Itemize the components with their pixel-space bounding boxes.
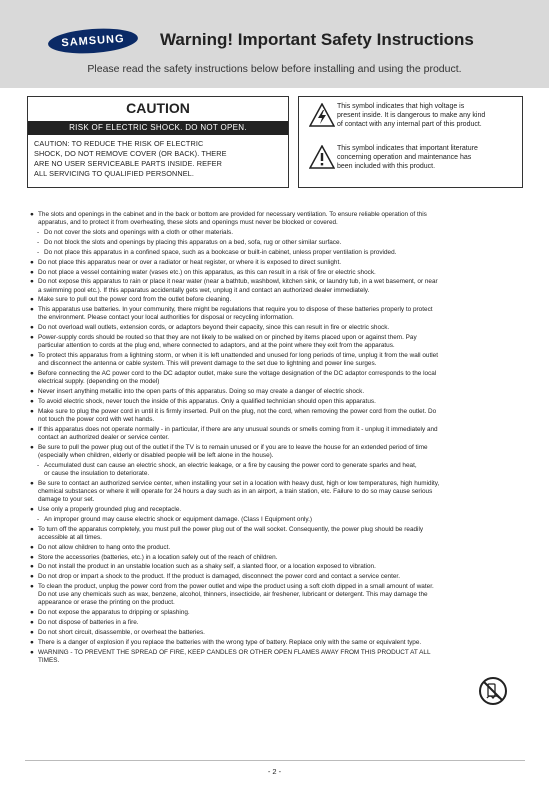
list-item — [30, 506, 528, 514]
item-line: Do not use any chemicals such as wax, benzene, alcohol, thinners, insecticide, air freshener, lubricant or detergent. This may damage the — [38, 591, 428, 599]
item-line: Before connecting the AC power cord to the DC adaptor outlet, make sure the voltage designation of the DC adaptor corresponds to the local — [38, 370, 437, 378]
list-item — [30, 526, 528, 542]
footer-rule — [25, 760, 525, 761]
bullet-icon: - — [37, 228, 40, 236]
item-line: To clean the product, unplug the power cord from the power outlet and wipe the product using a soft cloth dipped in a small amount of water. — [38, 583, 434, 591]
bullet-icon: - — [37, 248, 40, 256]
item-line: Never insert anything metallic into the open parts of this apparatus. Doing so may create a danger of electric shock. — [38, 388, 365, 396]
symbol-text-high-voltage — [337, 102, 522, 129]
symbol-line: This symbol indicates that important literature — [337, 145, 478, 152]
item-line: a swimming pool etc.). If this apparatus accidentally gets wet, unplug it and contact an authorized dealer immediately. — [38, 286, 370, 294]
item-line: Do not place this apparatus in a confined space, such as a bookcase or built-in cabinet, unless proper ventilation is provided. — [44, 248, 397, 256]
no-fire-battery-icon — [478, 676, 508, 706]
item-line: Do not expose this apparatus to rain or place it near water (near a bathtub, washbowl, kitchen sink, or laundry tub, in a wet basement, or near — [38, 278, 438, 286]
safety-instructions-list — [30, 211, 528, 667]
symbol-line: been included with this product. — [337, 163, 436, 170]
bullet-icon: ● — [30, 370, 34, 378]
caution-line: ARE NO USER SERVICEABLE PARTS INSIDE. REFER — [34, 159, 222, 168]
list-item — [30, 211, 528, 227]
bullet-icon: ● — [30, 573, 34, 581]
item-line: chemical substances or where it will operate for 24 hours a day such as in an airport, a train station, etc. Failure to do so may cause serious — [38, 487, 433, 495]
exclamation-triangle-icon — [309, 145, 335, 169]
bullet-icon: - — [37, 515, 40, 523]
bullet-icon: ● — [30, 278, 34, 286]
bullet-icon: ● — [30, 268, 34, 276]
bullet-icon: ● — [30, 543, 34, 551]
symbol-legend-box — [298, 96, 523, 188]
bullet-icon: ● — [30, 425, 34, 433]
item-line: and disconnect the antenna or cable system. This will prevent damage to the set due to lightning and power line surges. — [38, 360, 377, 368]
item-line: Be sure to pull the power plug out of the outlet if the TV is to remain unused or if you are to leave the house for an extended period of time — [38, 443, 428, 451]
symbol-text-literature — [337, 144, 522, 171]
item-line: Do not overload wall outlets, extension cords, or adaptors beyond their capacity, since this can result in fire or electric shock. — [38, 324, 390, 332]
symbol-line: present inside. It is dangerous to make any kind — [337, 112, 486, 119]
bullet-icon: ● — [30, 334, 34, 342]
item-line: If this apparatus does not operate normally - in particular, if there are any unusual sounds or smells coming from it - unplug it immediately and — [38, 425, 438, 433]
bullet-icon: ● — [30, 563, 34, 571]
bullet-icon: ● — [30, 306, 34, 314]
bullet-icon: ● — [30, 296, 34, 304]
list-item — [30, 269, 528, 277]
bullet-icon: - — [37, 238, 40, 246]
sub-list-item — [30, 462, 528, 478]
item-line: contact an authorized dealer or service center. — [38, 434, 170, 441]
item-line: particular attention to cords at the plug end, where connected to adaptors, and at the point where they exit from the apparatus. — [38, 342, 395, 350]
item-line: Do not allow children to hang onto the product. — [38, 543, 171, 551]
item-line: Do not dispose of batteries in a fire. — [38, 619, 139, 627]
item-line: Use only a properly grounded plug and receptacle. — [38, 505, 182, 513]
bullet-icon: ● — [30, 619, 34, 627]
list-item — [30, 639, 528, 647]
item-line: appearance or erase the printing on the product. — [38, 599, 175, 607]
list-item — [30, 370, 528, 386]
list-item — [30, 398, 528, 406]
item-line: Do not cover the slots and openings with a cloth or other materials. — [44, 228, 233, 236]
list-item — [30, 649, 528, 665]
symbol-row-literature — [299, 141, 522, 185]
item-line: The slots and openings in the cabinet and in the back or bottom are provided for necessary ventilation. To ensure reliable operation of this — [38, 211, 427, 218]
list-item — [30, 408, 528, 424]
list-item — [30, 554, 528, 562]
caution-title: CAUTION — [126, 100, 190, 116]
item-line: apparatus, and to protect it from overheating, these slots and openings must never be blocked or covered. — [38, 219, 338, 227]
bullet-icon: ● — [30, 505, 34, 513]
lightning-triangle-icon — [309, 103, 335, 127]
bullet-icon: - — [37, 461, 40, 469]
item-line: Store the accessories (batteries, etc.) in a location safely out of the reach of children. — [38, 553, 278, 561]
bullet-icon: ● — [30, 648, 34, 656]
bullet-icon: ● — [30, 407, 34, 415]
list-item — [30, 388, 528, 396]
item-line: An improper ground may cause electric shock or equipment damage. (Class I Equipment only.) — [44, 515, 313, 523]
symbol-row-high-voltage — [299, 99, 522, 143]
sub-list-item — [30, 516, 528, 524]
bullet-icon: ● — [30, 443, 34, 451]
bullet-icon: ● — [30, 639, 34, 647]
caution-line: CAUTION: TO REDUCE THE RISK OF ELECTRIC — [34, 139, 204, 148]
bullet-icon: ● — [30, 583, 34, 591]
item-line: Do not install the product in an unstable location such as a shaky self, a slanted floor, or a location exposed to vibration. — [38, 563, 376, 571]
item-line: This apparatus use batteries. In your community, there might be regulations that require you to dispose of these batteries properly to protect — [38, 306, 433, 314]
bullet-icon: ● — [30, 479, 34, 487]
item-line: WARNING - TO PREVENT THE SPREAD OF FIRE, KEEP CANDLES OR OTHER OPEN FLAMES AWAY FROM THIS PRODUCT AT ALL — [38, 648, 431, 656]
item-line: Make sure to pull out the power cord from the outlet before cleaning. — [38, 296, 232, 304]
list-item — [30, 306, 528, 322]
list-item — [30, 583, 528, 607]
item-line: not touch the power cord with wet hands. — [38, 416, 155, 424]
caution-bar: RISK OF ELECTRIC SHOCK. DO NOT OPEN. — [28, 121, 288, 135]
item-line: Power-supply cords should be routed so that they are not likely to be walked on or pinched by items placed upon or against them. Pay — [38, 334, 417, 342]
list-item — [30, 426, 528, 442]
item-line: Do not expose the apparatus to dripping or splashing. — [38, 609, 190, 617]
page-number: - 2 - — [267, 767, 282, 776]
list-item — [30, 629, 528, 637]
item-line: There is a danger of explosion if you replace the batteries with the wrong type of battery. Replace only with the same or equivalent type. — [38, 639, 422, 647]
list-item — [30, 352, 528, 368]
list-item — [30, 563, 528, 571]
item-line: Make sure to plug the power cord in until it is firmly inserted. Pull on the plug, not the cord, when removing the power cord from the outlet. Do — [38, 407, 437, 415]
bullet-icon: ● — [30, 609, 34, 617]
bullet-icon: ● — [30, 525, 34, 533]
symbol-line: This symbol indicates that high voltage is — [337, 103, 465, 110]
item-line: Accumulated dust can cause an electric shock, an electric leakage, or a fire by causing the power cord to generate sparks and heat, — [44, 461, 417, 469]
item-line: Do not block the slots and openings by placing this apparatus on a bed, sofa, rug or other similar surface. — [44, 238, 342, 246]
bullet-icon: ● — [30, 553, 34, 561]
item-line: To protect this apparatus from a lightning storm, or when it is left unattended and unused for long periods of time, unplug it from the wall outlet — [38, 352, 438, 360]
list-item — [30, 334, 528, 350]
item-line: Do not short circuit, disassemble, or overheat the batteries. — [38, 629, 205, 637]
symbol-line: of contact with any internal part of this product. — [337, 121, 482, 128]
caution-text — [34, 139, 282, 179]
list-item — [30, 324, 528, 332]
item-line: accessible at all times. — [38, 533, 102, 541]
bullet-icon: ● — [30, 211, 34, 218]
item-line: To avoid electric shock, never touch the inside of this apparatus. Only a qualified technician should open this apparatus. — [38, 398, 376, 406]
list-item — [30, 278, 528, 294]
page-title: Warning! Important Safety Instructions — [160, 30, 474, 49]
page-subtitle: Please read the safety instructions below before installing and using the product. — [87, 63, 462, 75]
sub-list-item — [30, 249, 528, 257]
caution-box — [27, 96, 289, 188]
caution-line: SHOCK, DO NOT REMOVE COVER (OR BACK). THERE — [34, 149, 227, 158]
bullet-icon: ● — [30, 352, 34, 360]
list-item — [30, 619, 528, 627]
list-item — [30, 296, 528, 304]
list-item — [30, 444, 528, 460]
item-line: Be sure to contact an authorized service center, when installing your set in a location with heavy dust, high or low temperatures, high humidity, — [38, 479, 440, 487]
sub-list-item — [30, 239, 528, 247]
item-line: TIMES. — [38, 657, 60, 664]
list-item — [30, 609, 528, 617]
caution-line: ALL SERVICING TO QUALIFIED PERSONNEL. — [34, 169, 194, 178]
item-line: (especially when children, elderly or disabled people will be left alone in the house). — [38, 451, 274, 459]
bullet-icon: ● — [30, 258, 34, 266]
item-line: Do not drop or impart a shock to the product. If the product is damaged, disconnect the power cord and contact a service center. — [38, 573, 400, 581]
item-line: or cause the insulation to deteriorate. — [44, 469, 150, 477]
item-line: electrical supply. (depending on the model) — [38, 378, 160, 386]
list-item — [30, 573, 528, 581]
header-banner — [0, 0, 549, 88]
item-line: Do not place this apparatus near or over a radiator or heat register, or where it is exposed to direct sunlight. — [38, 258, 342, 266]
bullet-icon: ● — [30, 398, 34, 406]
item-line: damage to your set. — [38, 496, 95, 504]
samsung-logo: SAMSUNG — [47, 26, 138, 56]
bullet-icon: ● — [30, 324, 34, 332]
list-item — [30, 544, 528, 552]
sub-list-item — [30, 229, 528, 237]
symbol-line: concerning operation and maintenance has — [337, 154, 472, 161]
item-line: Do not place a vessel containing water (vases etc.) on this apparatus, as this can result in a risk of fire or electric shock. — [38, 268, 376, 276]
item-line: To turn off the apparatus completely, you must pull the power plug out of the wall socket. Consequently, the power plug should be readily — [38, 525, 424, 533]
item-line: the environment. Please contact your local authorities for disposal or recycling information. — [38, 314, 294, 322]
bullet-icon: ● — [30, 629, 34, 637]
list-item — [30, 259, 528, 267]
bullet-icon: ● — [30, 388, 34, 396]
list-item — [30, 480, 528, 504]
